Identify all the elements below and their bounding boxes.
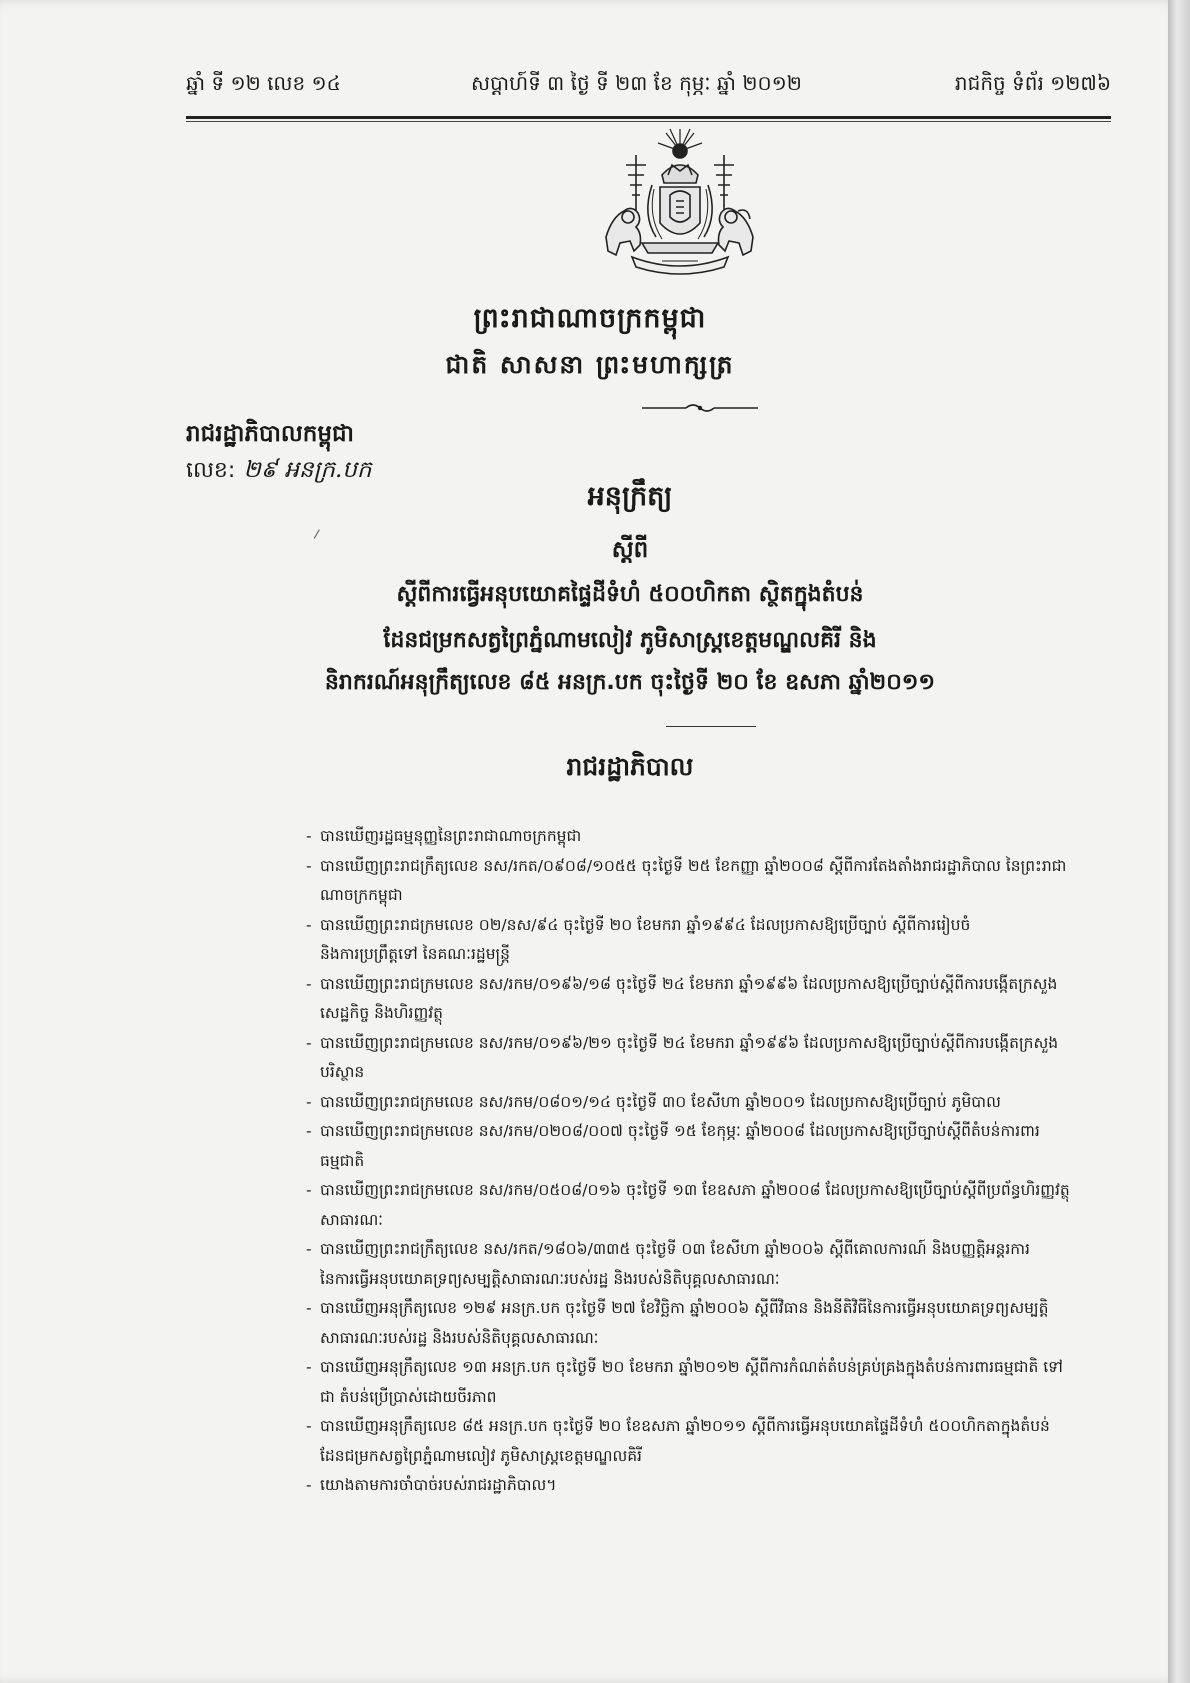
preamble-clause-line: ធម្មជាតិ <box>320 1151 365 1170</box>
page-edge-shadow <box>1168 0 1190 1683</box>
header-divider-thin <box>186 121 1111 122</box>
preamble-clause-line: - យោងតាមការចាំបាច់របស់រាជរដ្ឋាភិបាល។ <box>320 1476 557 1494</box>
preamble-clause-line: ណាចក្រកម្ពុជា <box>320 886 403 904</box>
preamble-clause-line: និងការប្រព្រឹត្តទៅ នៃគណៈរដ្ឋមន្ត្រី <box>320 945 511 963</box>
preamble-clause <box>306 1029 1162 1088</box>
gazette-week-date: សប្តាហ៍ទី ៣ ថ្ងៃ ទី ២៣ ខែ កុម្ភៈ ឆ្នាំ ២០១២ <box>471 71 802 95</box>
preamble-clauses <box>306 822 1162 1501</box>
preamble-clause <box>306 1235 1162 1294</box>
preamble-clause-line: - បានឃើញព្រះរាជក្រមលេខ នស/រកម/០៨០១/១៤ ចុះថ្ងៃទី ៣០ ខែសីហា ឆ្នាំ២០០១ ដែលប្រកាសឱ្យប្រើច្បាប់ ភូមិបាល <box>320 1092 1001 1111</box>
national-motto: ជាតិ សាសនា ព្រះមហាក្សត្រ <box>445 350 735 379</box>
document-title-line: និរាករណ៍អនុក្រឹត្យលេខ ៨៥ អនក្រ.បក ចុះថ្ងៃទី ២០ ខែ ឧសភា ឆ្នាំ២០១១ <box>324 670 936 695</box>
preamble-clause <box>306 1117 1162 1176</box>
document-title-line: ស្តីពីការធ្វើអនុបយោគផ្ទៃដីទំហំ ៥០០ហិកតា ស្ថិតក្នុងតំបន់ <box>396 582 864 607</box>
preamble-clause-line: ដែនជម្រកសត្វព្រៃភ្នំណាមលៀវ ភូមិសាស្ត្រខេត្តមណ្ឌលគិរី <box>320 1446 642 1465</box>
preamble-clause-line: - បានឃើញព្រះរាជក្រឹត្យលេខ នស/រកត/០៩០៨/១០៥៥ ចុះថ្ងៃទី ២៥ ខែកញ្ញា ឆ្នាំ២០០៨ ស្តីពីការតែងតាំងរាជរដ្ឋាភិបាល នៃព្រះរាជា <box>320 856 1067 875</box>
preamble-clause-line: សេដ្ឋកិច្ច និងហិរញ្ញវត្ថុ <box>320 1004 443 1022</box>
preamble-clause <box>306 1088 1162 1118</box>
preamble-clause-line: - បានឃើញអនុក្រឹត្យលេខ ១២៩ អនក្រ.បក ចុះថ្ងៃទី ២៧ ខែវិច្ឆិកា ឆ្នាំ២០០៦ ស្តីពីវិធាន និងនីតិវិធីនៃការធ្វើអនុបយោគទ្រព្យសម្បត្តិ <box>320 1299 1049 1317</box>
preamble-clause-line: បរិស្ថាន <box>320 1063 365 1081</box>
title-divider <box>666 726 756 727</box>
preamble-clause-line: - បានឃើញព្រះរាជក្រមលេខ នស/រកម/០៥០៨/០១៦ ចុះថ្ងៃទី ១៣ ខែឧសភា ឆ្នាំ២០០៨ ដែលប្រកាសឱ្យប្រើច្បាប់ស្តីពីប្រព័ន្ធហិរញ្ញវត្ថុ <box>320 1181 1070 1199</box>
gazette-page-number: រាជកិច្ច ទំព័រ ១២៧៦ <box>954 71 1111 95</box>
document-number-handwritten: ២៩ អនក្រ.បក <box>243 457 372 483</box>
preamble-clause <box>306 1471 1162 1501</box>
document-about: ស្តីពី <box>611 537 649 563</box>
document-number-label: លេខ: <box>186 458 236 483</box>
issuing-authority: រាជរដ្ឋាភិបាល <box>566 752 694 781</box>
document-title-line: ដែនជម្រកសត្វព្រៃភ្នំណាមលៀវ ភូមិសាស្ត្រខេត្តមណ្ឌលគិរី និង <box>383 628 877 653</box>
royal-coat-of-arms-icon <box>592 125 767 285</box>
preamble-clause <box>306 1412 1162 1471</box>
kingdom-name: ព្រះរាជាណាចក្រកម្ពុជា <box>473 303 707 334</box>
motto-ornament-icon <box>640 402 760 414</box>
preamble-clause-line: ជា តំបន់ប្រើប្រាស់ដោយចីរភាព <box>320 1387 497 1406</box>
preamble-clause-line: - បានឃើញអនុក្រឹត្យលេខ ១៣ អនក្រ.បក ចុះថ្ងៃទី ២០ ខែមករា ឆ្នាំ២០១២ ស្តីពីការកំណត់តំបន់គ្រប់គ្រងក្នុងតំបន់ការពារធម្មជាតិ ទៅ <box>320 1358 1063 1376</box>
preamble-clause-line: - បានឃើញព្រះរាជក្រឹត្យលេខ នស/រកត/១៨០៦/៣៣៥ ចុះថ្ងៃទី ០៣ ខែសីហា ឆ្នាំ២០០៦ ស្តីពីគោលការណ៍ និងបញ្ញត្តិអន្តរការ <box>320 1240 1030 1258</box>
preamble-clause-line: - បានឃើញរដ្ឋធម្មនុញ្ញនៃព្រះរាជាណាចក្រកម្ពុជា <box>320 827 582 845</box>
preamble-clause-line: សាធារណៈរបស់រដ្ឋ និងរបស់និតិបុគ្គលសាធារណៈ <box>320 1328 599 1347</box>
gazette-header <box>186 70 1111 106</box>
government-name: រាជរដ្ឋាភិបាលកម្ពុជា <box>186 421 354 447</box>
preamble-clause <box>306 911 1162 970</box>
preamble-clause <box>306 852 1162 911</box>
preamble-clause-line: - បានឃើញអនុក្រឹត្យលេខ ៨៥ អនក្រ.បក ចុះថ្ងៃទី ២០ ខែឧសភា ឆ្នាំ២០១១ ស្តីពីការធ្វើអនុបយោគផ្ទៃដីទំហំ ៥០០ហិកតាក្នុងតំបន់ <box>320 1417 1050 1435</box>
preamble-clause <box>306 822 1162 852</box>
preamble-clause-line: - បានឃើញព្រះរាជក្រមលេខ ០២/នស/៩៤ ចុះថ្ងៃទី ២០ ខែមករា ឆ្នាំ១៩៩៤ ដែលប្រកាសឱ្យប្រើច្បាប់ ស្តីពីការរៀបចំ <box>320 915 971 934</box>
preamble-clause-line: - បានឃើញព្រះរាជក្រមលេខ នស/រកម/០១៩៦/២១ ចុះថ្ងៃទី ២៤ ខែមករា ឆ្នាំ១៩៩៦ ដែលប្រកាសឱ្យប្រើច្បាប់ស្តីពីការបង្កើតក្រសួង <box>320 1033 1059 1052</box>
preamble-clause <box>306 1353 1162 1412</box>
document-type: អនុក្រឹត្យ <box>587 481 673 512</box>
preamble-clause <box>306 1294 1162 1353</box>
header-divider <box>186 116 1111 119</box>
preamble-clause-line: សាធារណៈ <box>320 1210 384 1229</box>
preamble-clause-line: នៃការធ្វើអនុបយោគទ្រព្យសម្បត្តិសាធារណៈរបស់រដ្ឋ និងរបស់និតិបុគ្គលសាធារណៈ <box>320 1269 780 1288</box>
preamble-clause <box>306 1176 1162 1235</box>
preamble-clause-line: - បានឃើញព្រះរាជក្រមលេខ នស/រកម/០១៩៦/១៨ ចុះថ្ងៃទី ២៤ ខែមករា ឆ្នាំ១៩៩៦ ដែលប្រកាសឱ្យប្រើច្បាប់ស្តីពីការបង្កើតក្រសួង <box>320 974 1058 993</box>
preamble-clause-line: - បានឃើញព្រះរាជក្រមលេខ នស/រកម/០២០៨/០០៧ ចុះថ្ងៃទី ១៥ ខែកុម្ភៈ ឆ្នាំ២០០៨ ដែលប្រកាសឱ្យប្រើច្បាប់ស្តីពីតំបន់ការពារ <box>320 1122 1040 1140</box>
preamble-clause <box>306 970 1162 1029</box>
gazette-year-issue: ឆ្នាំ ទី ១២ លេខ ១៤ <box>186 71 341 95</box>
